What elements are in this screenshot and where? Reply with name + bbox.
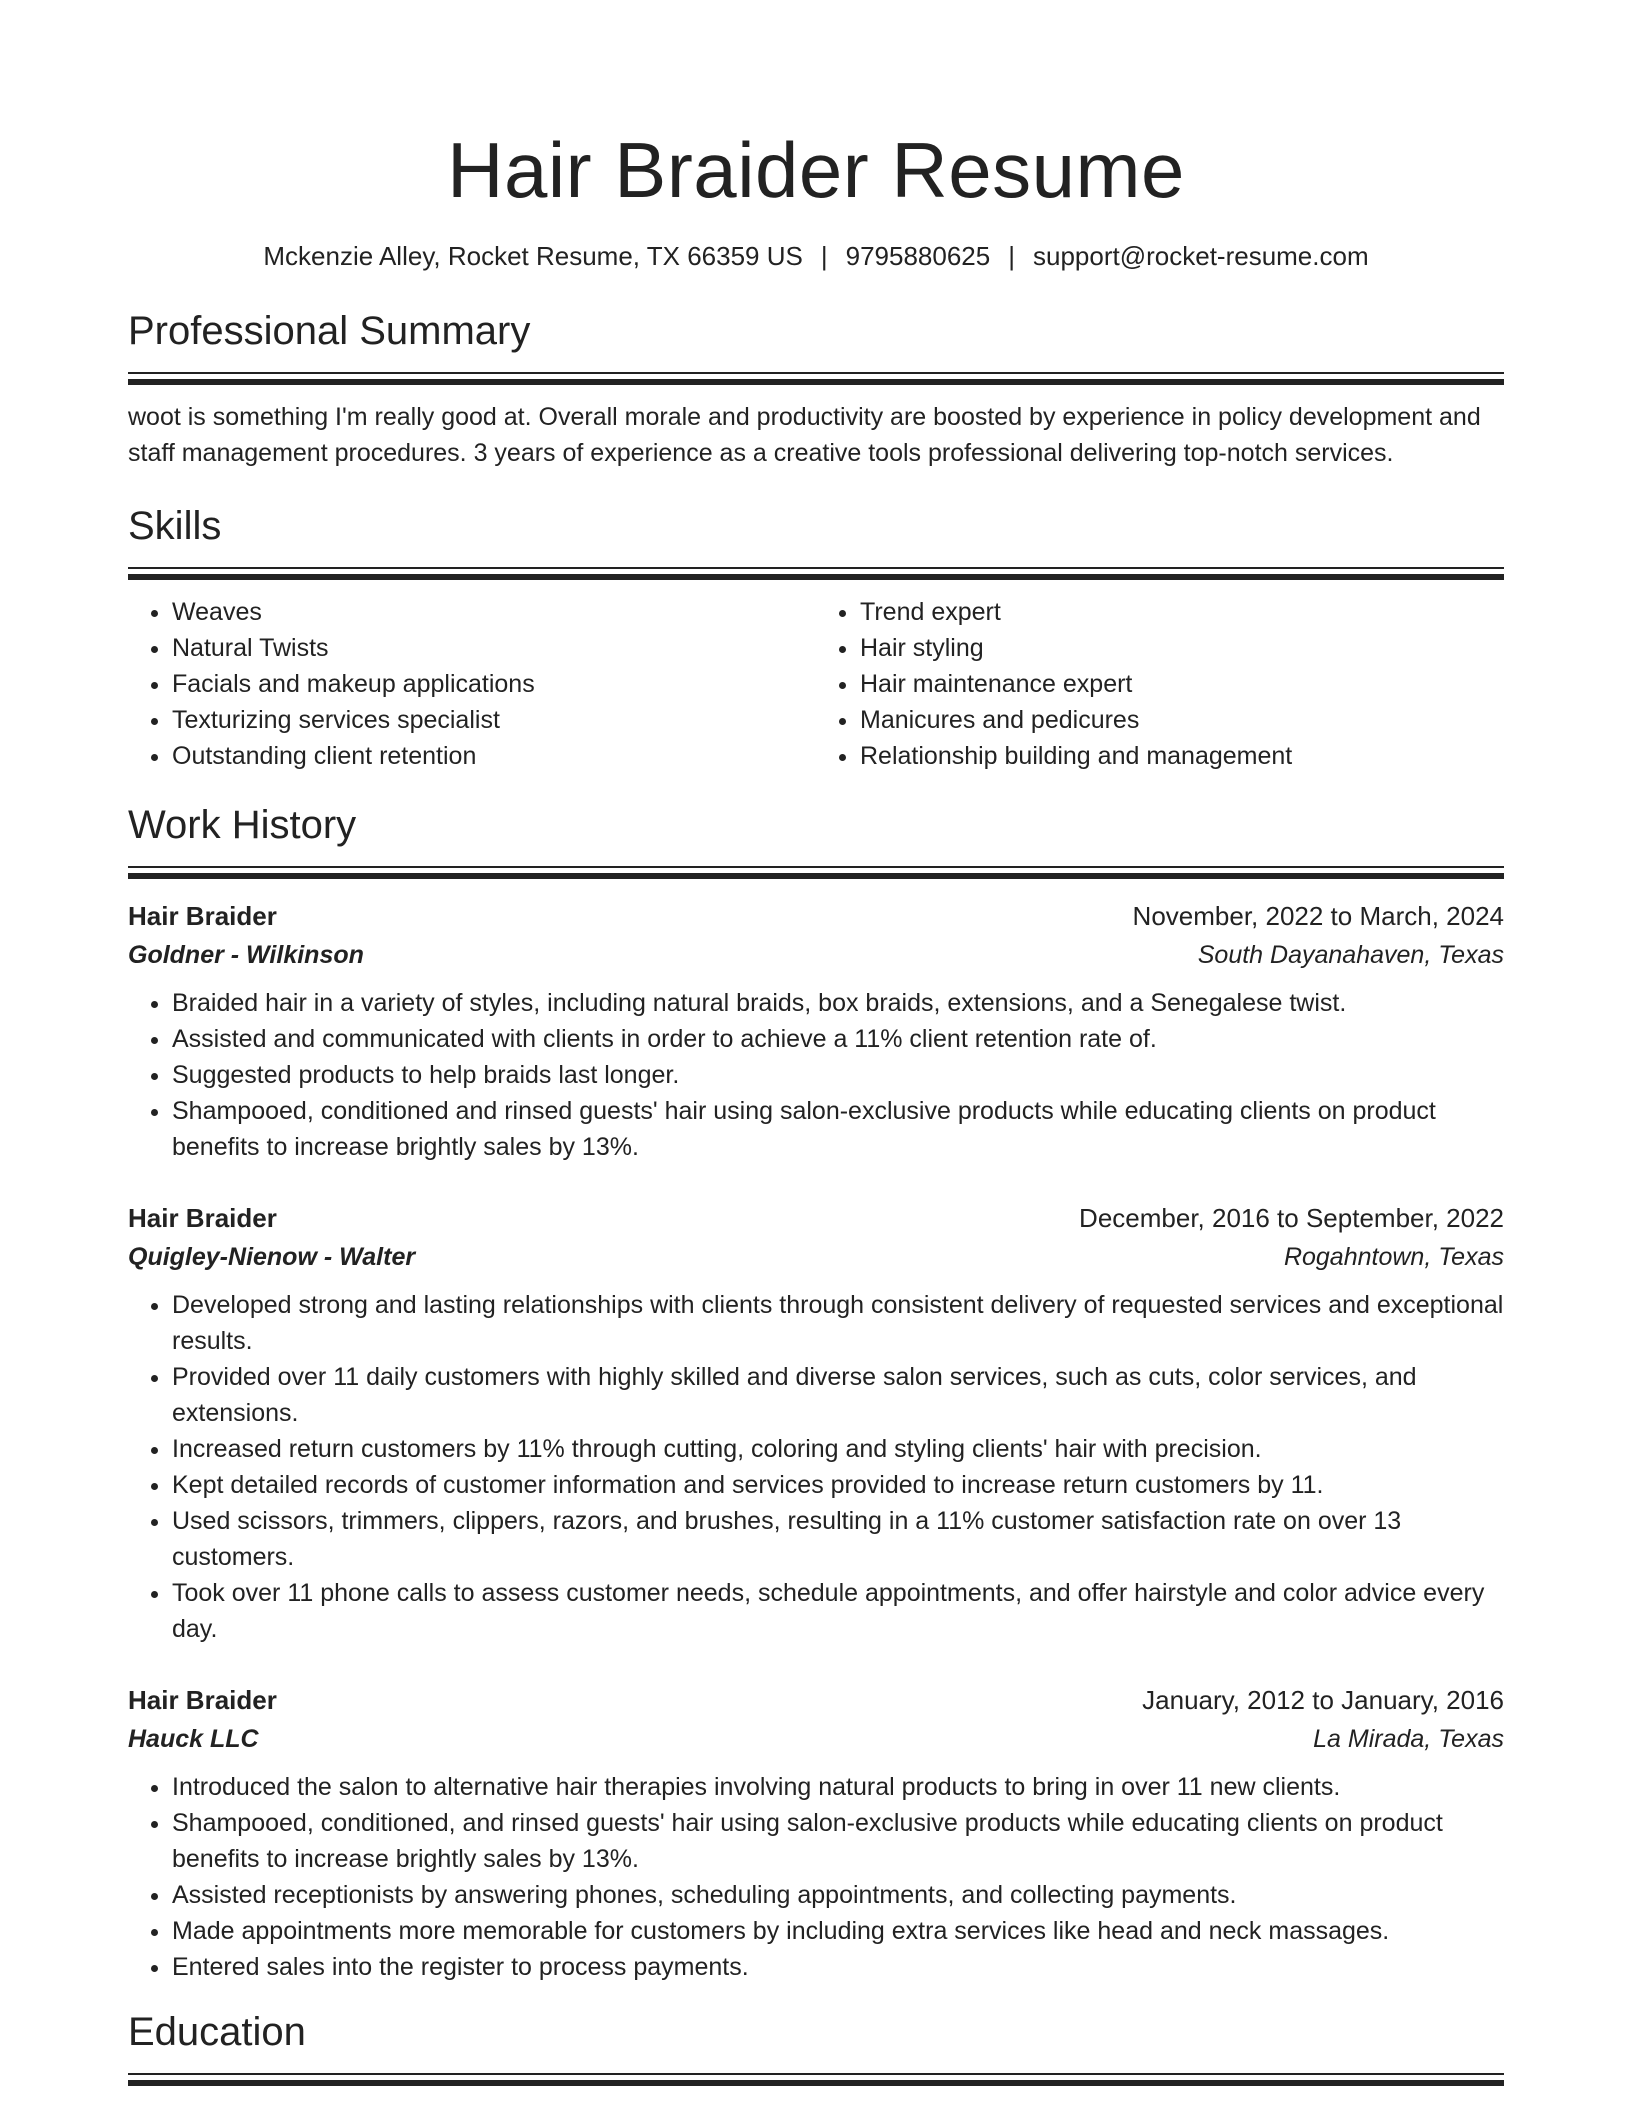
section-divider — [128, 379, 1504, 385]
job-header — [128, 897, 1504, 935]
contact-line — [128, 236, 1504, 276]
job-bullet: • Suggested products to help braids last longer. — [172, 1057, 1504, 1093]
job-company: Quigley-Nienow - Walter — [128, 1243, 416, 1271]
job-header — [128, 1199, 1504, 1237]
job-subheader — [128, 935, 1504, 975]
job-bullet: • Shampooed, conditioned, and rinsed guests' hair using salon-exclusive products while educating clients on product benefits to increase brightly sales by 13%. — [172, 1805, 1504, 1877]
job-company: Hauck LLC — [128, 1725, 259, 1753]
job-bullet: • Made appointments more memorable for customers by including extra services like head and neck massages. — [172, 1913, 1504, 1949]
skill-item: • Outstanding client retention — [172, 738, 816, 774]
resume-title: Hair Braider Resume — [447, 126, 1185, 214]
job-location: South Dayanahaven, Texas — [1197, 941, 1504, 969]
job-entry — [128, 897, 1504, 1165]
job-bullet: • Developed strong and lasting relationships with clients through consistent delivery of requested services and exceptional results. — [172, 1287, 1504, 1359]
job-bullet: • Assisted receptionists by answering phones, scheduling appointments, and collecting payments. — [172, 1877, 1504, 1913]
job-entry — [128, 1199, 1504, 1647]
resume-content — [128, 118, 1504, 2086]
section-divider — [128, 567, 1504, 569]
education-section — [128, 2005, 1504, 2086]
job-bullet: • Increased return customers by 11% through cutting, coloring and styling clients' hair with precision. — [172, 1431, 1504, 1467]
job-bullets — [128, 1287, 1504, 1647]
job-bullets — [128, 985, 1504, 1165]
job-header — [128, 1681, 1504, 1719]
job-bullet: • Introduced the salon to alternative hair therapies involving natural products to bring in over 11 new clients. — [172, 1769, 1504, 1805]
job-location: La Mirada, Texas — [1313, 1725, 1504, 1753]
job-bullet: • Took over 11 phone calls to assess customer needs, schedule appointments, and offer hairstyle and color advice every day. — [172, 1575, 1504, 1647]
job-dates: January, 2012 to January, 2016 — [1142, 1685, 1504, 1715]
section-heading: Education — [128, 2010, 306, 2054]
contact-address: Mckenzie Alley, Rocket Resume, TX 66359 US — [263, 241, 803, 271]
skill-item: • Relationship building and management — [860, 738, 1504, 774]
summary-text: woot is something I'm really good at. Overall morale and productivity are boosted by experience in policy development and staff management procedures. 3 years of experience as a creative tools professional delivering top-notch services. — [128, 403, 1481, 467]
skill-item: • Hair styling — [860, 630, 1504, 666]
skills-section — [128, 499, 1504, 774]
skill-item: • Weaves — [172, 594, 816, 630]
skill-item: • Texturizing services specialist — [172, 702, 816, 738]
job-bullet: • Shampooed, conditioned and rinsed guests' hair using salon-exclusive products while educating clients on product benefits to increase brightly sales by 13%. — [172, 1093, 1504, 1165]
professional-summary-section — [128, 304, 1504, 471]
skills-list-left — [128, 594, 816, 774]
job-bullet: • Entered sales into the register to process payments. — [172, 1949, 1504, 1985]
job-bullet: • Provided over 11 daily customers with highly skilled and diverse salon services, such as cuts, color services, and extensions. — [172, 1359, 1504, 1431]
job-bullets — [128, 1769, 1504, 1985]
section-divider — [128, 372, 1504, 374]
job-bullet: • Assisted and communicated with clients in order to achieve a 11% client retention rate of. — [172, 1021, 1504, 1057]
job-title: Hair Braider — [128, 901, 277, 931]
contact-separator: | — [820, 241, 828, 271]
section-divider — [128, 574, 1504, 580]
skill-item: • Trend expert — [860, 594, 1504, 630]
job-title: Hair Braider — [128, 1685, 277, 1715]
skill-item: • Facials and makeup applications — [172, 666, 816, 702]
job-bullet: • Braided hair in a variety of styles, including natural braids, box braids, extensions, and a Senegalese twist. — [172, 985, 1504, 1021]
job-location: Rogahntown, Texas — [1283, 1243, 1504, 1271]
skill-item: • Manicures and pedicures — [860, 702, 1504, 738]
job-entry — [128, 1681, 1504, 1985]
section-divider — [128, 2080, 1504, 2086]
job-subheader — [128, 1237, 1504, 1277]
section-heading: Work History — [128, 803, 357, 847]
contact-phone: 9795880625 — [845, 241, 991, 271]
contact-email: support@rocket-resume.com — [1033, 241, 1369, 271]
contact-separator: | — [1008, 241, 1015, 271]
skill-item: • Hair maintenance expert — [860, 666, 1504, 702]
job-bullet: • Used scissors, trimmers, clippers, razors, and brushes, resulting in a 11% customer satisfaction rate on over 13 customers. — [172, 1503, 1504, 1575]
section-heading: Professional Summary — [128, 309, 531, 353]
work-history-section — [128, 798, 1504, 1985]
section-divider — [128, 866, 1504, 868]
job-dates: December, 2016 to September, 2022 — [1079, 1203, 1504, 1233]
job-title: Hair Braider — [128, 1203, 277, 1233]
section-heading: Skills — [128, 504, 222, 548]
job-bullet: • Kept detailed records of customer information and services provided to increase return customers by 11. — [172, 1467, 1504, 1503]
skills-list-right — [816, 594, 1504, 774]
job-dates: November, 2022 to March, 2024 — [1132, 901, 1504, 931]
skill-item: • Natural Twists — [172, 630, 816, 666]
section-divider — [128, 2073, 1504, 2075]
skills-columns — [128, 594, 1504, 774]
job-company: Goldner - Wilkinson — [128, 941, 364, 969]
job-subheader — [128, 1719, 1504, 1759]
section-divider — [128, 873, 1504, 879]
